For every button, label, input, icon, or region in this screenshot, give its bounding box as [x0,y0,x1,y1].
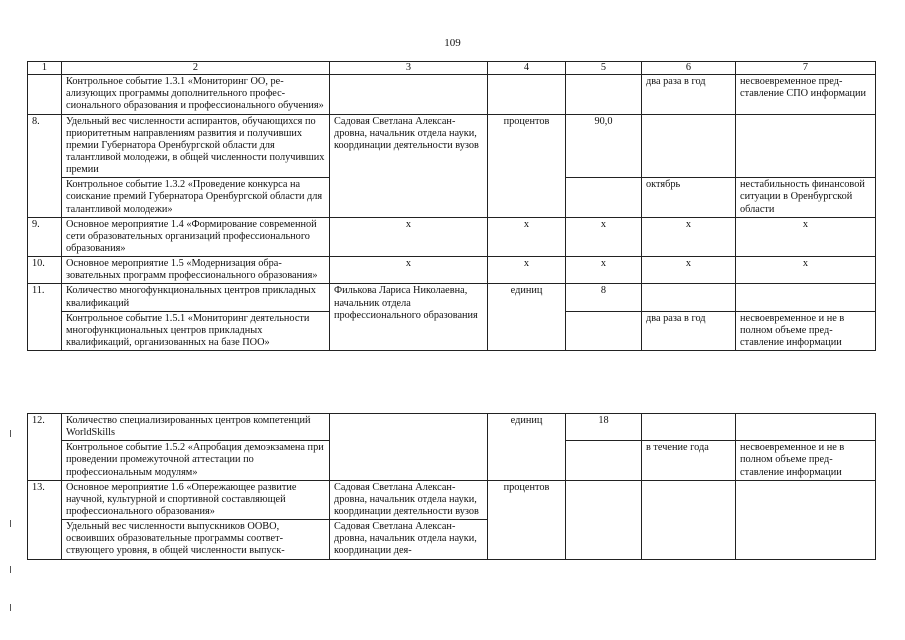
responsible-cell [330,75,488,114]
row-number: 10. [28,257,62,284]
row-text: Основное мероприятие 1.5 «Модернизация образовательных программ профессионального образования» [62,257,330,284]
column-header: 7 [736,62,876,75]
row-number: 12. [28,414,62,481]
risk-cell [736,480,876,559]
risk-cell: нестабильность финансовой ситуации в Оренбургской области [736,178,876,217]
unit-cell [488,75,566,114]
term-cell [642,114,736,178]
column-header: 2 [62,62,330,75]
row-number [28,75,62,114]
responsible-cell: Филькова Лариса Николаевна, начальник отдела профессионального образования [330,284,488,351]
column-header: 1 [28,62,62,75]
scan-mark [10,520,11,527]
responsible-cell: Садовая Светлана Александровна, начальник отдела науки, координации дея- [330,520,488,559]
risk-cell: несвоевременное и не в полном объеме представление информации [736,441,876,480]
row-number: 9. [28,217,62,256]
row-number: 8. [28,114,62,217]
unit-cell: единиц [488,284,566,351]
column-header: 4 [488,62,566,75]
responsible-cell: Садовая Светлана Александровна, начальник отдела науки, координации деятельности вузов [330,480,488,519]
page-number: 109 [444,37,461,49]
x-mark: x [566,257,642,284]
row-text: Контрольное событие 1.3.1 «Мониторинг ОО, реализующих программы дополнительного профессионального образования и профессионального обучения» [62,75,330,114]
x-mark: x [330,257,488,284]
column-number-row [28,62,876,75]
row-text: Контрольное событие 1.5.2 «Апробация демоэкзамена при проведении промежуточной аттестации по профессиональным модулям» [62,441,330,480]
column-header: 3 [330,62,488,75]
term-cell: в течение года [642,441,736,480]
value-cell [566,480,642,559]
unit-cell: единиц [488,414,566,481]
scan-mark [10,430,11,437]
row-text: Основное мероприятие 1.4 «Формирование современной сети образовательных организаций профессионального образования» [62,217,330,256]
row-number: 11. [28,284,62,351]
column-header: 5 [566,62,642,75]
row-text: Удельный вес численности выпускников ООВО, освоивших образовательные программы соответствующего уровня, в общей численности выпуск- [62,520,330,559]
term-cell: два раза в год [642,311,736,350]
risk-cell [736,284,876,311]
risk-cell: несвоевременное и не в полном объеме представление информации [736,311,876,350]
term-cell [642,480,736,559]
table-row [28,257,876,284]
table-row [28,480,876,519]
row-text: Контрольное событие 1.5.1 «Мониторинг деятельности многофункциональных центров прикладных квалификаций, организованных на базе ПОО» [62,311,330,350]
unit-cell: процентов [488,480,566,559]
x-mark: x [330,217,488,256]
x-mark: x [566,217,642,256]
term-cell [642,284,736,311]
term-cell [642,414,736,441]
risk-cell: несвоевременное представление СПО информации [736,75,876,114]
x-mark: x [736,217,876,256]
responsible-cell [330,414,488,481]
plan-table [27,61,876,351]
table-row [28,284,876,311]
plan-table-continued [27,413,876,560]
risk-cell [736,414,876,441]
responsible-cell: Садовая Светлана Александровна, начальник отдела науки, координации деятельности вузов [330,114,488,217]
scan-mark [10,604,11,611]
value-cell [566,178,642,217]
row-text: Удельный вес численности аспирантов, обучающихся по приоритетным направлениям развития и получивших премии Губернатора Оренбургской области для талантливой молодежи, в общей численности получивших премии [62,114,330,178]
x-mark: x [488,257,566,284]
x-mark: x [642,217,736,256]
table-row [28,217,876,256]
scan-mark [10,566,11,573]
risk-cell [736,114,876,178]
unit-cell: процентов [488,114,566,217]
row-text: Основное мероприятие 1.6 «Опережающее развитие научной, культурной и спортивной составляющей профессионального образования» [62,480,330,519]
row-text: Контрольное событие 1.3.2 «Проведение конкурса на соискание премий Губернатора Оренбургской области для талантливой молодежи» [62,178,330,217]
x-mark: x [488,217,566,256]
value-cell: 90,0 [566,114,642,178]
x-mark: x [642,257,736,284]
table-row [28,114,876,178]
value-cell: 8 [566,284,642,311]
table-row [28,414,876,441]
row-number: 13. [28,480,62,559]
term-cell: два раза в год [642,75,736,114]
value-cell [566,311,642,350]
value-cell [566,441,642,480]
value-cell: 18 [566,414,642,441]
x-mark: x [736,257,876,284]
term-cell: октябрь [642,178,736,217]
value-cell [566,75,642,114]
column-header: 6 [642,62,736,75]
row-text: Количество многофункциональных центров прикладных квалификаций [62,284,330,311]
table-row [28,75,876,114]
row-text: Количество специализированных центров компетенций WorldSkills [62,414,330,441]
